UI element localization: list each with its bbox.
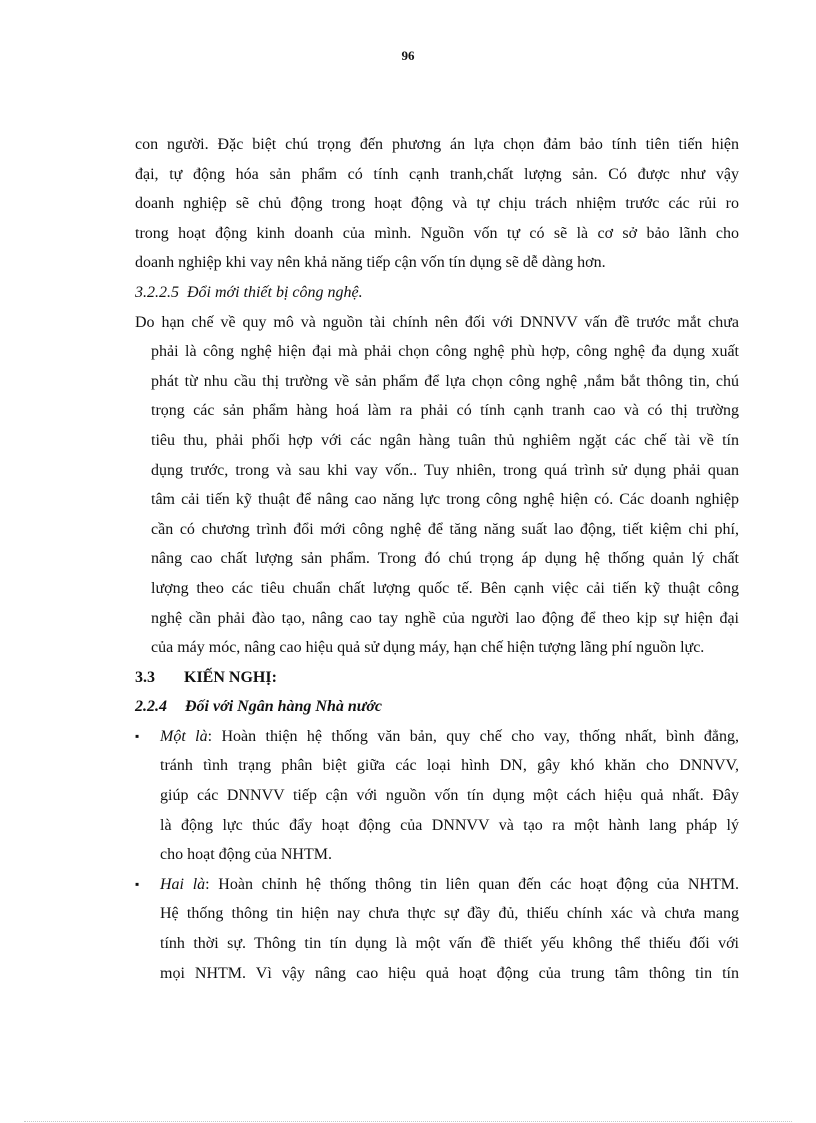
- section-heading-3225: [135, 278, 739, 308]
- text-line: con người. Đặc biệt chú trọng đến phương án lựa chọn đảm bảo tính tiên tiến hiện: [135, 136, 739, 153]
- bullet-item-2: [135, 870, 739, 988]
- text-line: cho hoạt động của NHTM.: [160, 846, 332, 864]
- text-line: Hệ thống thông tin hiện nay chưa thực sự đầy đủ, thiếu chính xác và chưa mang: [160, 905, 739, 923]
- text-line: dụng trước, trong và sau khi vay vốn.. Tuy nhiên, trong quá trình sử dụng phải quan: [151, 461, 739, 479]
- text-line: nâng cao chất lượng sản phẩm. Trong đó chú trọng áp dụng hệ thống quản lý chất: [151, 550, 739, 568]
- page-number: 96: [401, 48, 415, 63]
- section-title: Đổi mới thiết bị công nghệ.: [187, 283, 363, 301]
- bullet-square-icon: ▪: [135, 728, 140, 743]
- text-line: doanh nghiệp sẽ chủ động trong hoạt động và tự chịu trách nhiệm trước các rủi ro: [135, 195, 739, 213]
- page-body: [135, 130, 739, 988]
- bullet-square-icon: ▪: [135, 876, 140, 891]
- bullet-text: : Hoàn chỉnh hệ thống thông tin liên quan đến các hoạt động của NHTM.: [205, 875, 739, 893]
- text-line: tránh tình trạng phân biệt giữa các loại hình DN, gây khó khăn cho DNNVV,: [160, 757, 739, 775]
- section-number: 2.2.4: [135, 698, 167, 716]
- section-heading-33: [135, 663, 739, 693]
- text-line: trọng các sản phẩm hàng hoá làm ra phải có tính cạnh tranh cao và có thị trường: [151, 402, 739, 420]
- text-line: lượng theo các tiêu chuẩn chất lượng quốc tế. Bên cạnh việc cải tiến kỹ thuật công: [151, 579, 739, 597]
- text-line: là động lực thúc đẩy hoạt động của DNNVV và tạo ra một hành lang pháp lý: [160, 816, 739, 834]
- text-line: Do hạn chế về quy mô và nguồn tài chính nên đối với DNNVV vấn đề trước mắt chưa: [135, 313, 739, 331]
- section-number: 3.2.2.5: [135, 283, 179, 301]
- text-line: [160, 722, 739, 752]
- text-line: tâm cải tiến kỹ thuật để nâng cao năng lực trong công nghệ hiện có. Các doanh nghiệp: [151, 491, 739, 509]
- text-line: tiêu thu, phải phối hợp với các ngân hàng tuân thủ nghiêm ngặt các chế tài về tín: [151, 431, 739, 449]
- section-3225-paragraph: [135, 308, 739, 663]
- text-line: phải là công nghệ hiện đại mà phải chọn công nghệ phù hợp, công nghệ đa dụng xuất: [151, 343, 739, 361]
- page-bottom-divider: [24, 1121, 792, 1122]
- bullet-item-1: [135, 722, 739, 870]
- text-line: [160, 870, 739, 900]
- text-line: đại, tự động hóa sản phẩm có tính cạnh tranh,chất lượng sản. Có được như vậy: [135, 165, 739, 183]
- bullet-text: : Hoàn thiện hệ thống văn bản, quy chế cho vay, thống nhất, bình đẳng,: [207, 727, 740, 745]
- text-line: của máy móc, nâng cao hiệu quả sử dụng máy, hạn chế hiện tượng lãng phí nguồn lực.: [151, 639, 705, 657]
- text-line: nghệ cần phải đào tạo, nâng cao tay nghề của người lao động để theo kịp sự hiện đại: [151, 609, 739, 627]
- section-heading-224: [135, 692, 739, 722]
- text-line: tính thời sự. Thông tin tín dụng là một vấn đề thiết yếu không thể thiếu đối với: [160, 935, 739, 953]
- text-line: trong hoạt động kinh doanh của mình. Nguồn vốn tự có sẽ là cơ sở bảo lãnh cho: [135, 224, 739, 242]
- text-line: cần có chương trình đổi mới công nghệ để tăng năng suất lao động, tiết kiệm chi phí,: [151, 520, 739, 538]
- text-line: phát từ nhu cầu thị trường về sản phẩm để lựa chọn công nghệ ,nắm bắt thông tin, chú: [151, 372, 739, 390]
- text-line: giúp các DNNVV tiếp cận với nguồn vốn tín dụng một cách hiệu quả nhất. Đây: [160, 787, 739, 805]
- section-title: KIẾN NGHỊ:: [184, 668, 277, 686]
- section-title: Đối với Ngân hàng Nhà nước: [185, 698, 383, 716]
- bullet-lead: Hai là: [160, 875, 206, 893]
- text-line: mọi NHTM. Vì vậy nâng cao hiệu quả hoạt động của trung tâm thông tin tín: [160, 964, 739, 982]
- bullet-lead: Một là: [160, 727, 208, 745]
- section-number: 3.3: [135, 668, 155, 686]
- text-line: doanh nghiệp khi vay nên khả năng tiếp cận vốn tín dụng sẽ dễ dàng hơn.: [135, 254, 606, 272]
- intro-paragraph: [135, 130, 739, 278]
